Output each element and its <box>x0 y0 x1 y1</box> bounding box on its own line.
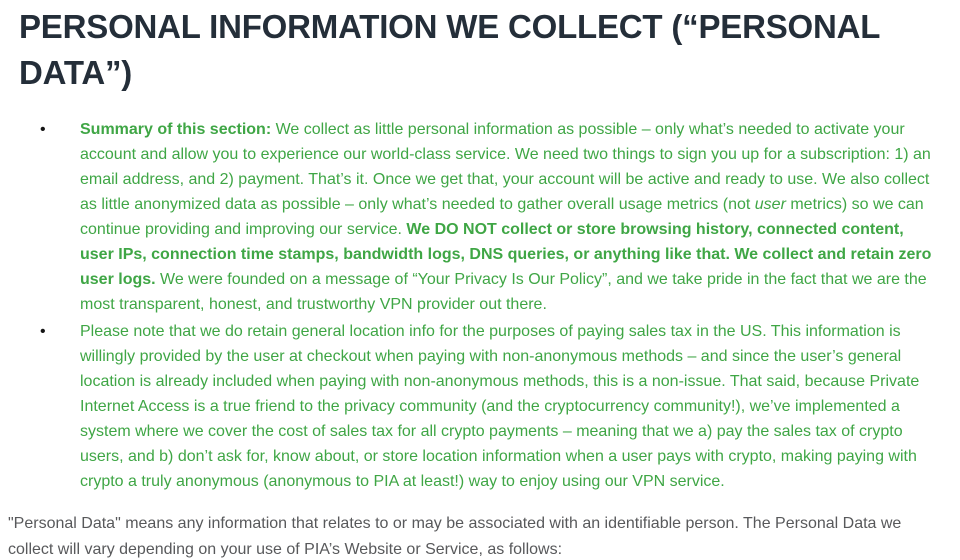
text-span: We were founded on a message of “Your Privacy Is Our Policy”, and we take pride in the fact that we are the most transparent, honest, and trustworthy VPN provider out there. <box>80 271 927 313</box>
privacy-policy-section <box>0 4 960 560</box>
section-heading: PERSONAL INFORMATION WE COLLECT (“PERSONAL DATA”) <box>19 8 880 91</box>
text-span: Please note that we do retain general location info for the purposes of paying sales tax in the US. This information is willingly provided by the user at checkout when paying with non-anonymous methods – and since the user’s general location is already included when paying with non-anonymous methods, this is a non-issue. That said, because Private Internet Access is a true friend to the privacy community (and the cryptocurrency community!), we’ve implemented a system where we cover the cost of sales tax for all crypto payments – meaning that we a) pay the sales tax of crypto users, and b) don’t ask for, know about, or store location information when a user pays with crypto, making paying with crypto a truly anonymous (anonymous to PIA at least!) way to enjoy using our VPN service. <box>80 323 920 490</box>
text-span: We collect as little personal information as possible – only what’s needed to activate your account and allow you to experience our world-class service. We need two things to sign you up for a subscription: 1) an email address, and 2) payment. That’s it. Once we get that, your account will be active and ready to use. We also collect as little anonymized data as possible – only what’s needed to gather overall usage metrics (not <box>80 121 931 213</box>
list-item <box>80 117 936 317</box>
italic-text-span: user <box>754 196 786 213</box>
personal-data-definition: "Personal Data" means any information that relates to or may be associated with an identifiable person. The Personal Data we collect will vary depending on your use of PIA’s Website or Service, as follows: <box>8 515 902 558</box>
text-span: metrics) so we can continue providing and improving our service. <box>80 196 924 238</box>
list-item <box>80 319 936 494</box>
bold-text-span: We DO NOT collect or store browsing history, connected content, user IPs, connection time stamps, bandwidth logs, DNS queries, or anything like that. We collect and retain zero user logs. <box>80 221 932 288</box>
summary-bullet-list <box>0 117 960 494</box>
bold-text-span: Summary of this section: <box>80 121 276 138</box>
